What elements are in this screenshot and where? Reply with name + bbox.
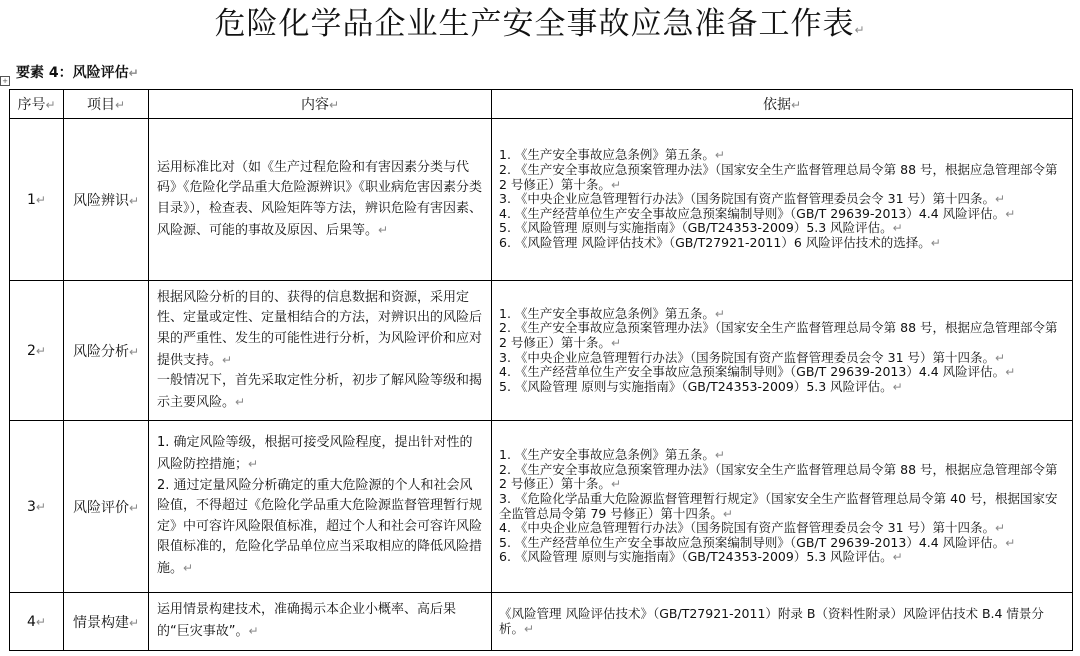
basis-item: 6. 《风险管理 风险评估技术》（GB/T27921-2011）6 风险评估技术的选择。↵: [499, 234, 941, 250]
basis-item: 4. 《生产经营单位生产安全事故应急预案编制导则》（GB/T 29639-2013）4.4 风险评估。↵: [499, 364, 1016, 380]
header-item: 项目↵: [64, 90, 149, 119]
table-row: [10, 119, 1073, 281]
row-basis: [492, 281, 1073, 421]
document-title: 危险化学品企业生产安全事故应急准备工作表↵: [214, 6, 866, 42]
section-heading: 要素 4：风险评估↵: [16, 65, 139, 81]
risk-assessment-table: [9, 89, 1073, 651]
basis-item: 5. 《风险管理 原则与实施指南》（GB/T24353-2009）5.3 风险评估。↵: [499, 378, 903, 394]
content-paragraph: 运用情景构建技术，准确揭示本企业小概率、高后果的“巨灾事故”。↵: [157, 602, 457, 639]
content-paragraph: 根据风险分析的目的、获得的信息数据和资源，采用定性、定量或定性、定量相结合的方法，对辨识出的风险后果的严重性、发生的可能性进行分析，为风险评价和应对提供支持。↵: [157, 289, 483, 368]
content-paragraph: 1. 确定风险等级，根据可接受风险程度，提出针对性的风险防控措施；↵: [157, 435, 473, 473]
paragraph-mark-icon: ↵: [128, 66, 139, 80]
row-item: 风险分析↵: [64, 281, 149, 421]
basis-item: 4. 《中央企业应急管理暂行办法》（国务院国有资产监督管理委员会令 31 号）第十四条。↵: [499, 520, 1006, 536]
row-content: [149, 119, 492, 281]
row-item: 风险评价↵: [64, 421, 149, 593]
table-anchor-icon[interactable]: +: [0, 76, 10, 86]
table-header-row: [10, 90, 1073, 119]
table-row: [10, 281, 1073, 421]
basis-item: 4. 《生产经营单位生产安全事故应急预案编制导则》（GB/T 29639-2013）4.4 风险评估。↵: [499, 205, 1016, 221]
basis-item: 3. 《中央企业应急管理暂行办法》（国务院国有资产监督管理委员会令 31 号）第十四条。↵: [499, 349, 1006, 365]
table-row: [10, 593, 1073, 651]
row-basis: [492, 593, 1073, 651]
header-no: 序号↵: [10, 90, 64, 119]
row-content: [149, 421, 492, 593]
table-row: [10, 421, 1073, 593]
content-paragraph: 2. 通过定量风险分析确定的重大危险源的个人和社会风险值，不得超过《危险化学品重大危险源监督管理暂行规定》中可容许风险限值标准，超过个人和社会可容许风险限值标准的，危险化学品单位应当采取相应的降低风险措施。↵: [157, 477, 483, 576]
basis-item: 2. 《生产安全事故应急预案管理办法》（国家安全生产监督管理总局令第 88 号，根据应急管理部令第 2 号修正）第十条。↵: [499, 320, 1058, 350]
row-basis: [492, 119, 1073, 281]
basis-item: 《风险管理 风险评估技术》（GB/T27921-2011）附录 B（资料性附录）风险评估技术 B.4 情景分析。↵: [499, 605, 1044, 636]
row-item: 情景构建↵: [64, 593, 149, 651]
row-number: 2↵: [10, 281, 64, 421]
basis-item: 5. 《生产经营单位生产安全事故应急预案编制导则》（GB/T 29639-2013）4.4 风险评估。↵: [499, 534, 1016, 550]
content-paragraph: 运用标准比对（如《生产过程危险和有害因素分类与代码》《危险化学品重大危险源辨识》《职业病危害因素分类目录》），检查表、风险矩阵等方法，辨识危险有害因素、风险源、可能的事故及原因、后果等。↵: [157, 159, 483, 238]
basis-item: 6. 《风险管理 原则与实施指南》（GB/T24353-2009）5.3 风险评估。↵: [499, 549, 903, 565]
basis-item: 1. 《生产安全事故应急条例》第五条。↵: [499, 305, 725, 321]
basis-item: 2. 《生产安全事故应急预案管理办法》（国家安全生产监督管理总局令第 88 号，根据应急管理部令第 2 号修正）第十条。↵: [499, 461, 1058, 492]
row-content: [149, 281, 492, 421]
basis-item: 2. 《生产安全事故应急预案管理办法》（国家安全生产监督管理总局令第 88 号，根据应急管理部令第 2 号修正）第十条。↵: [499, 162, 1058, 192]
header-basis: 依据↵: [492, 90, 1073, 119]
basis-item: 5. 《风险管理 原则与实施指南》（GB/T24353-2009）5.3 风险评估。↵: [499, 220, 903, 236]
row-number: 4↵: [10, 593, 64, 651]
basis-item: 3. 《中央企业应急管理暂行办法》（国务院国有资产监督管理委员会令 31 号）第十四条。↵: [499, 191, 1006, 207]
header-content: 内容↵: [149, 90, 492, 119]
basis-item: 1. 《生产安全事故应急条例》第五条。↵: [499, 447, 725, 463]
basis-item: 1. 《生产安全事故应急条例》第五条。↵: [499, 147, 725, 163]
basis-item: 3. 《危险化学品重大危险源监督管理暂行规定》（国家安全生产监督管理总局令第 40 号，根据国家安全监管总局令第 79 号修正）第十四条。↵: [499, 490, 1058, 521]
row-basis: [492, 421, 1073, 593]
row-number: 1↵: [10, 119, 64, 281]
row-item: 风险辨识↵: [64, 119, 149, 281]
content-paragraph: 一般情况下，首先采取定性分析，初步了解风险等级和揭示主要风险。↵: [157, 373, 483, 410]
row-number: 3↵: [10, 421, 64, 593]
paragraph-mark-icon: ↵: [854, 23, 866, 37]
row-content: [149, 593, 492, 651]
